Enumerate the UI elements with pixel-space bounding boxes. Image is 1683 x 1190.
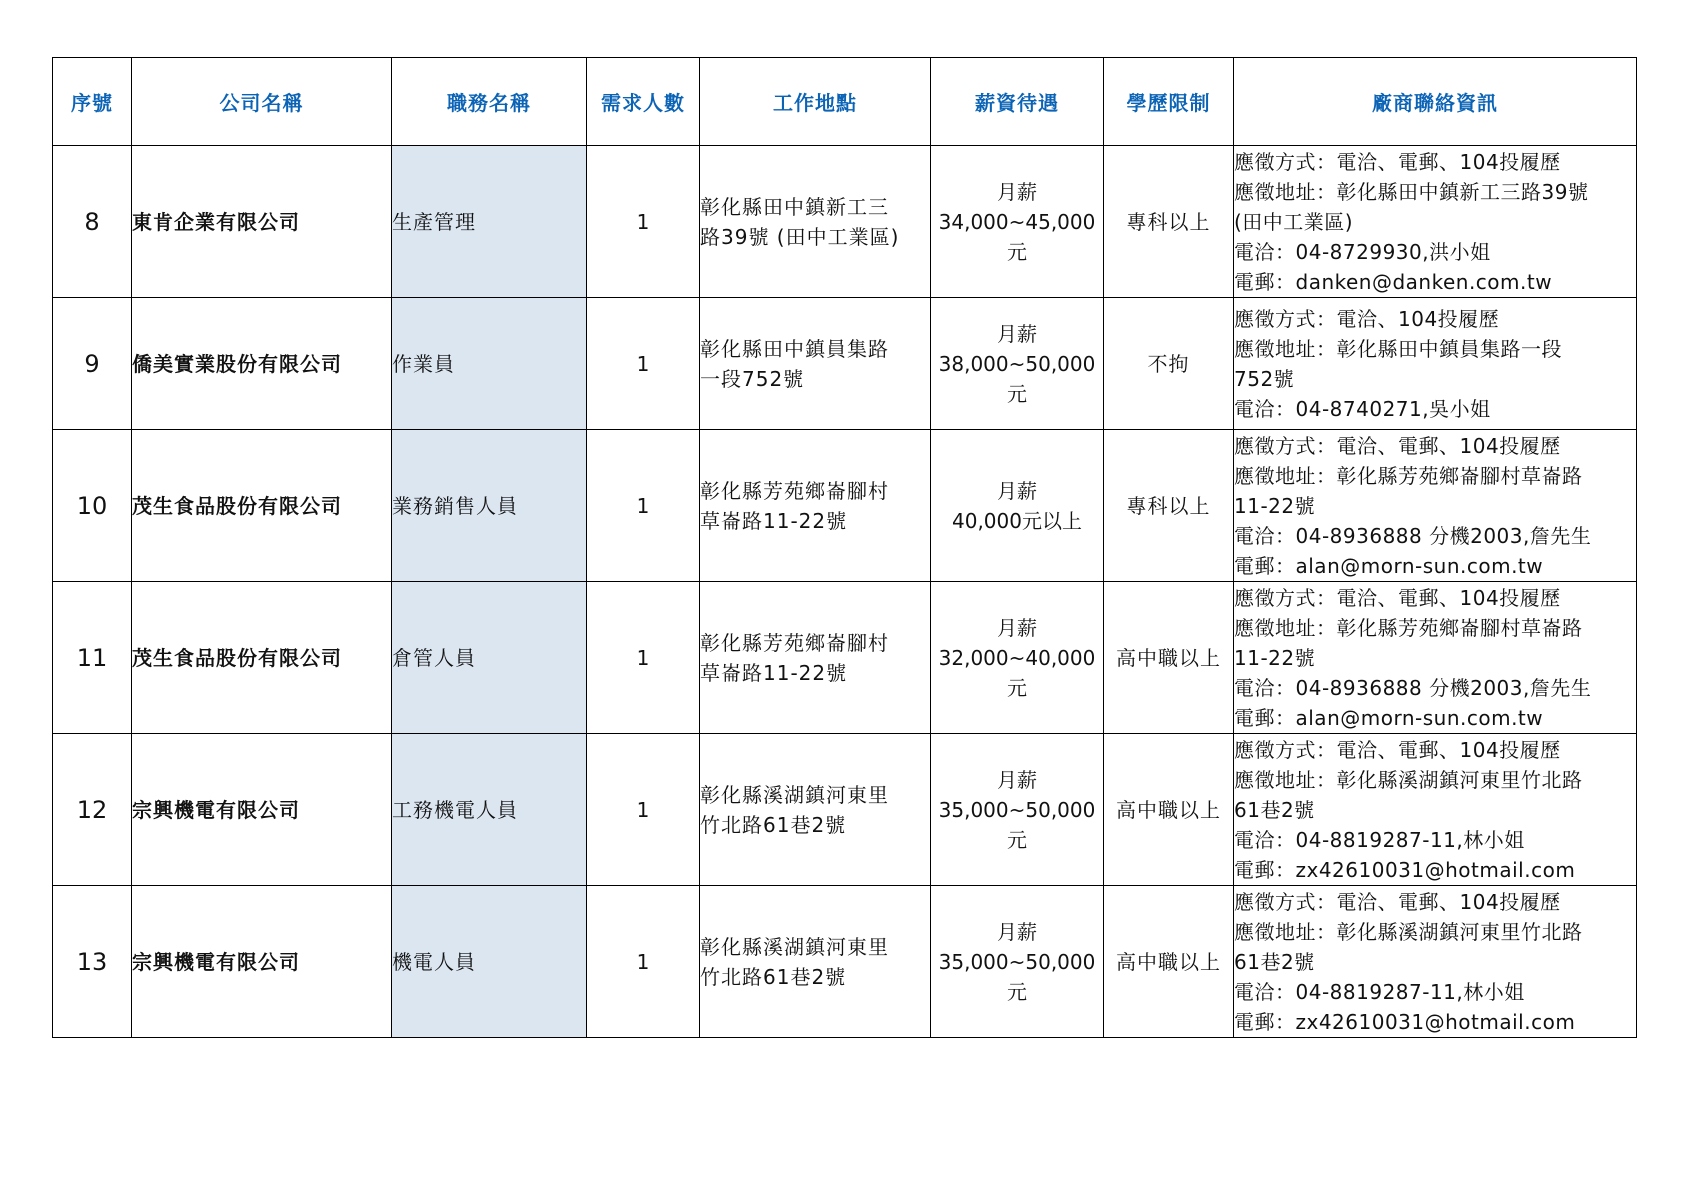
company-name: 東肯企業有限公司 bbox=[132, 146, 392, 298]
contact-line: 電郵：zx42610031@hotmail.com bbox=[1234, 857, 1576, 882]
table-row bbox=[53, 298, 1637, 430]
contact-line: 電郵：zx42610031@hotmail.com bbox=[1234, 1009, 1576, 1034]
table-row bbox=[53, 582, 1637, 734]
contact-line: 應徵地址：彰化縣田中鎮新工三路39號 bbox=[1234, 179, 1589, 204]
work-location bbox=[700, 146, 931, 298]
row-number: 11 bbox=[53, 582, 132, 734]
salary-line: 40,000元以上 bbox=[952, 508, 1082, 533]
work-location bbox=[700, 298, 931, 430]
contact-info bbox=[1234, 430, 1637, 582]
contact-info bbox=[1234, 582, 1637, 734]
job-listings-table bbox=[52, 57, 1637, 1038]
table-row bbox=[53, 430, 1637, 582]
table-row bbox=[53, 146, 1637, 298]
contact-info bbox=[1234, 298, 1637, 430]
location-line: 草崙路11-22號 bbox=[700, 660, 848, 685]
work-location bbox=[700, 734, 931, 886]
headcount: 1 bbox=[587, 430, 700, 582]
salary bbox=[931, 582, 1104, 734]
salary-line: 35,000~50,000 bbox=[938, 797, 1096, 822]
salary-line: 元 bbox=[1007, 381, 1027, 406]
contact-info bbox=[1234, 886, 1637, 1038]
contact-line: 應徵方式：電洽、104投履歷 bbox=[1234, 306, 1500, 331]
contact-line: 電郵：danken@danken.com.tw bbox=[1234, 269, 1553, 294]
education-requirement: 高中職以上 bbox=[1104, 886, 1234, 1038]
contact-line: 應徵地址：彰化縣溪湖鎮河東里竹北路 bbox=[1234, 767, 1583, 792]
education-requirement: 高中職以上 bbox=[1104, 734, 1234, 886]
location-line: 草崙路11-22號 bbox=[700, 508, 848, 533]
table-row bbox=[53, 734, 1637, 886]
location-line: 彰化縣溪湖鎮河東里 bbox=[700, 934, 889, 959]
contact-line: 電郵：alan@morn-sun.com.tw bbox=[1234, 705, 1544, 730]
headcount: 1 bbox=[587, 582, 700, 734]
header-count: 需求人數 bbox=[587, 58, 700, 146]
headcount: 1 bbox=[587, 886, 700, 1038]
header-company: 公司名稱 bbox=[132, 58, 392, 146]
salary-line: 月薪 bbox=[997, 179, 1037, 204]
contact-line: 應徵方式：電洽、電郵、104投履歷 bbox=[1234, 585, 1561, 610]
header-row bbox=[53, 58, 1637, 146]
salary bbox=[931, 734, 1104, 886]
location-line: 彰化縣田中鎮新工三 bbox=[700, 194, 889, 219]
salary bbox=[931, 886, 1104, 1038]
work-location bbox=[700, 430, 931, 582]
contact-line: 61巷2號 bbox=[1234, 797, 1315, 822]
contact-line: 電郵：alan@morn-sun.com.tw bbox=[1234, 553, 1544, 578]
salary bbox=[931, 430, 1104, 582]
contact-line: 電洽：04-8936888 分機2003,詹先生 bbox=[1234, 675, 1592, 700]
job-title: 生產管理 bbox=[392, 146, 587, 298]
row-number: 8 bbox=[53, 146, 132, 298]
contact-line: 應徵地址：彰化縣溪湖鎮河東里竹北路 bbox=[1234, 919, 1583, 944]
company-name: 宗興機電有限公司 bbox=[132, 734, 392, 886]
location-line: 竹北路61巷2號 bbox=[700, 964, 847, 989]
contact-line: 電洽：04-8819287-11,林小姐 bbox=[1234, 827, 1525, 852]
salary-line: 35,000~50,000 bbox=[938, 949, 1096, 974]
contact-line: 應徵方式：電洽、電郵、104投履歷 bbox=[1234, 889, 1561, 914]
table-row bbox=[53, 886, 1637, 1038]
job-title: 工務機電人員 bbox=[392, 734, 587, 886]
salary-line: 月薪 bbox=[997, 478, 1037, 503]
contact-line: (田中工業區) bbox=[1234, 209, 1354, 234]
contact-line: 電洽：04-8740271,吳小姐 bbox=[1234, 396, 1491, 421]
salary-line: 元 bbox=[1007, 827, 1027, 852]
salary-line: 34,000~45,000 bbox=[938, 209, 1096, 234]
location-line: 竹北路61巷2號 bbox=[700, 812, 847, 837]
contact-line: 應徵方式：電洽、電郵、104投履歷 bbox=[1234, 149, 1561, 174]
location-line: 彰化縣田中鎮員集路 bbox=[700, 336, 889, 361]
salary-line: 38,000~50,000 bbox=[938, 351, 1096, 376]
salary-line: 元 bbox=[1007, 979, 1027, 1004]
contact-line: 752號 bbox=[1234, 366, 1295, 391]
salary-line: 月薪 bbox=[997, 321, 1037, 346]
location-line: 彰化縣芳苑鄉崙腳村 bbox=[700, 478, 889, 503]
contact-line: 電洽：04-8729930,洪小姐 bbox=[1234, 239, 1491, 264]
education-requirement: 不拘 bbox=[1104, 298, 1234, 430]
contact-info bbox=[1234, 146, 1637, 298]
job-title: 業務銷售人員 bbox=[392, 430, 587, 582]
row-number: 10 bbox=[53, 430, 132, 582]
header-contact: 廠商聯絡資訊 bbox=[1234, 58, 1637, 146]
header-no: 序號 bbox=[53, 58, 132, 146]
header-location: 工作地點 bbox=[700, 58, 931, 146]
location-line: 一段752號 bbox=[700, 366, 805, 391]
contact-line: 應徵地址：彰化縣芳苑鄉崙腳村草崙路 bbox=[1234, 615, 1583, 640]
header-title: 職務名稱 bbox=[392, 58, 587, 146]
header-education: 學歷限制 bbox=[1104, 58, 1234, 146]
salary-line: 月薪 bbox=[997, 767, 1037, 792]
salary bbox=[931, 146, 1104, 298]
job-title: 倉管人員 bbox=[392, 582, 587, 734]
salary-line: 月薪 bbox=[997, 615, 1037, 640]
row-number: 9 bbox=[53, 298, 132, 430]
education-requirement: 高中職以上 bbox=[1104, 582, 1234, 734]
location-line: 彰化縣溪湖鎮河東里 bbox=[700, 782, 889, 807]
salary-line: 元 bbox=[1007, 239, 1027, 264]
salary bbox=[931, 298, 1104, 430]
company-name: 茂生食品股份有限公司 bbox=[132, 582, 392, 734]
row-number: 13 bbox=[53, 886, 132, 1038]
headcount: 1 bbox=[587, 146, 700, 298]
education-requirement: 專科以上 bbox=[1104, 430, 1234, 582]
education-requirement: 專科以上 bbox=[1104, 146, 1234, 298]
headcount: 1 bbox=[587, 298, 700, 430]
contact-line: 應徵方式：電洽、電郵、104投履歷 bbox=[1234, 737, 1561, 762]
contact-line: 11-22號 bbox=[1234, 645, 1316, 670]
contact-line: 應徵地址：彰化縣芳苑鄉崙腳村草崙路 bbox=[1234, 463, 1583, 488]
header-salary: 薪資待遇 bbox=[931, 58, 1104, 146]
contact-line: 電洽：04-8819287-11,林小姐 bbox=[1234, 979, 1525, 1004]
location-line: 路39號 (田中工業區) bbox=[700, 224, 900, 249]
location-line: 彰化縣芳苑鄉崙腳村 bbox=[700, 630, 889, 655]
company-name: 茂生食品股份有限公司 bbox=[132, 430, 392, 582]
salary-line: 月薪 bbox=[997, 919, 1037, 944]
company-name: 僑美實業股份有限公司 bbox=[132, 298, 392, 430]
job-title: 作業員 bbox=[392, 298, 587, 430]
contact-line: 61巷2號 bbox=[1234, 949, 1315, 974]
contact-line: 應徵地址：彰化縣田中鎮員集路一段 bbox=[1234, 336, 1562, 361]
contact-info bbox=[1234, 734, 1637, 886]
contact-line: 11-22號 bbox=[1234, 493, 1316, 518]
salary-line: 32,000~40,000 bbox=[938, 645, 1096, 670]
salary-line: 元 bbox=[1007, 675, 1027, 700]
contact-line: 電洽：04-8936888 分機2003,詹先生 bbox=[1234, 523, 1592, 548]
row-number: 12 bbox=[53, 734, 132, 886]
job-title: 機電人員 bbox=[392, 886, 587, 1038]
headcount: 1 bbox=[587, 734, 700, 886]
contact-line: 應徵方式：電洽、電郵、104投履歷 bbox=[1234, 433, 1561, 458]
company-name: 宗興機電有限公司 bbox=[132, 886, 392, 1038]
work-location bbox=[700, 886, 931, 1038]
work-location bbox=[700, 582, 931, 734]
